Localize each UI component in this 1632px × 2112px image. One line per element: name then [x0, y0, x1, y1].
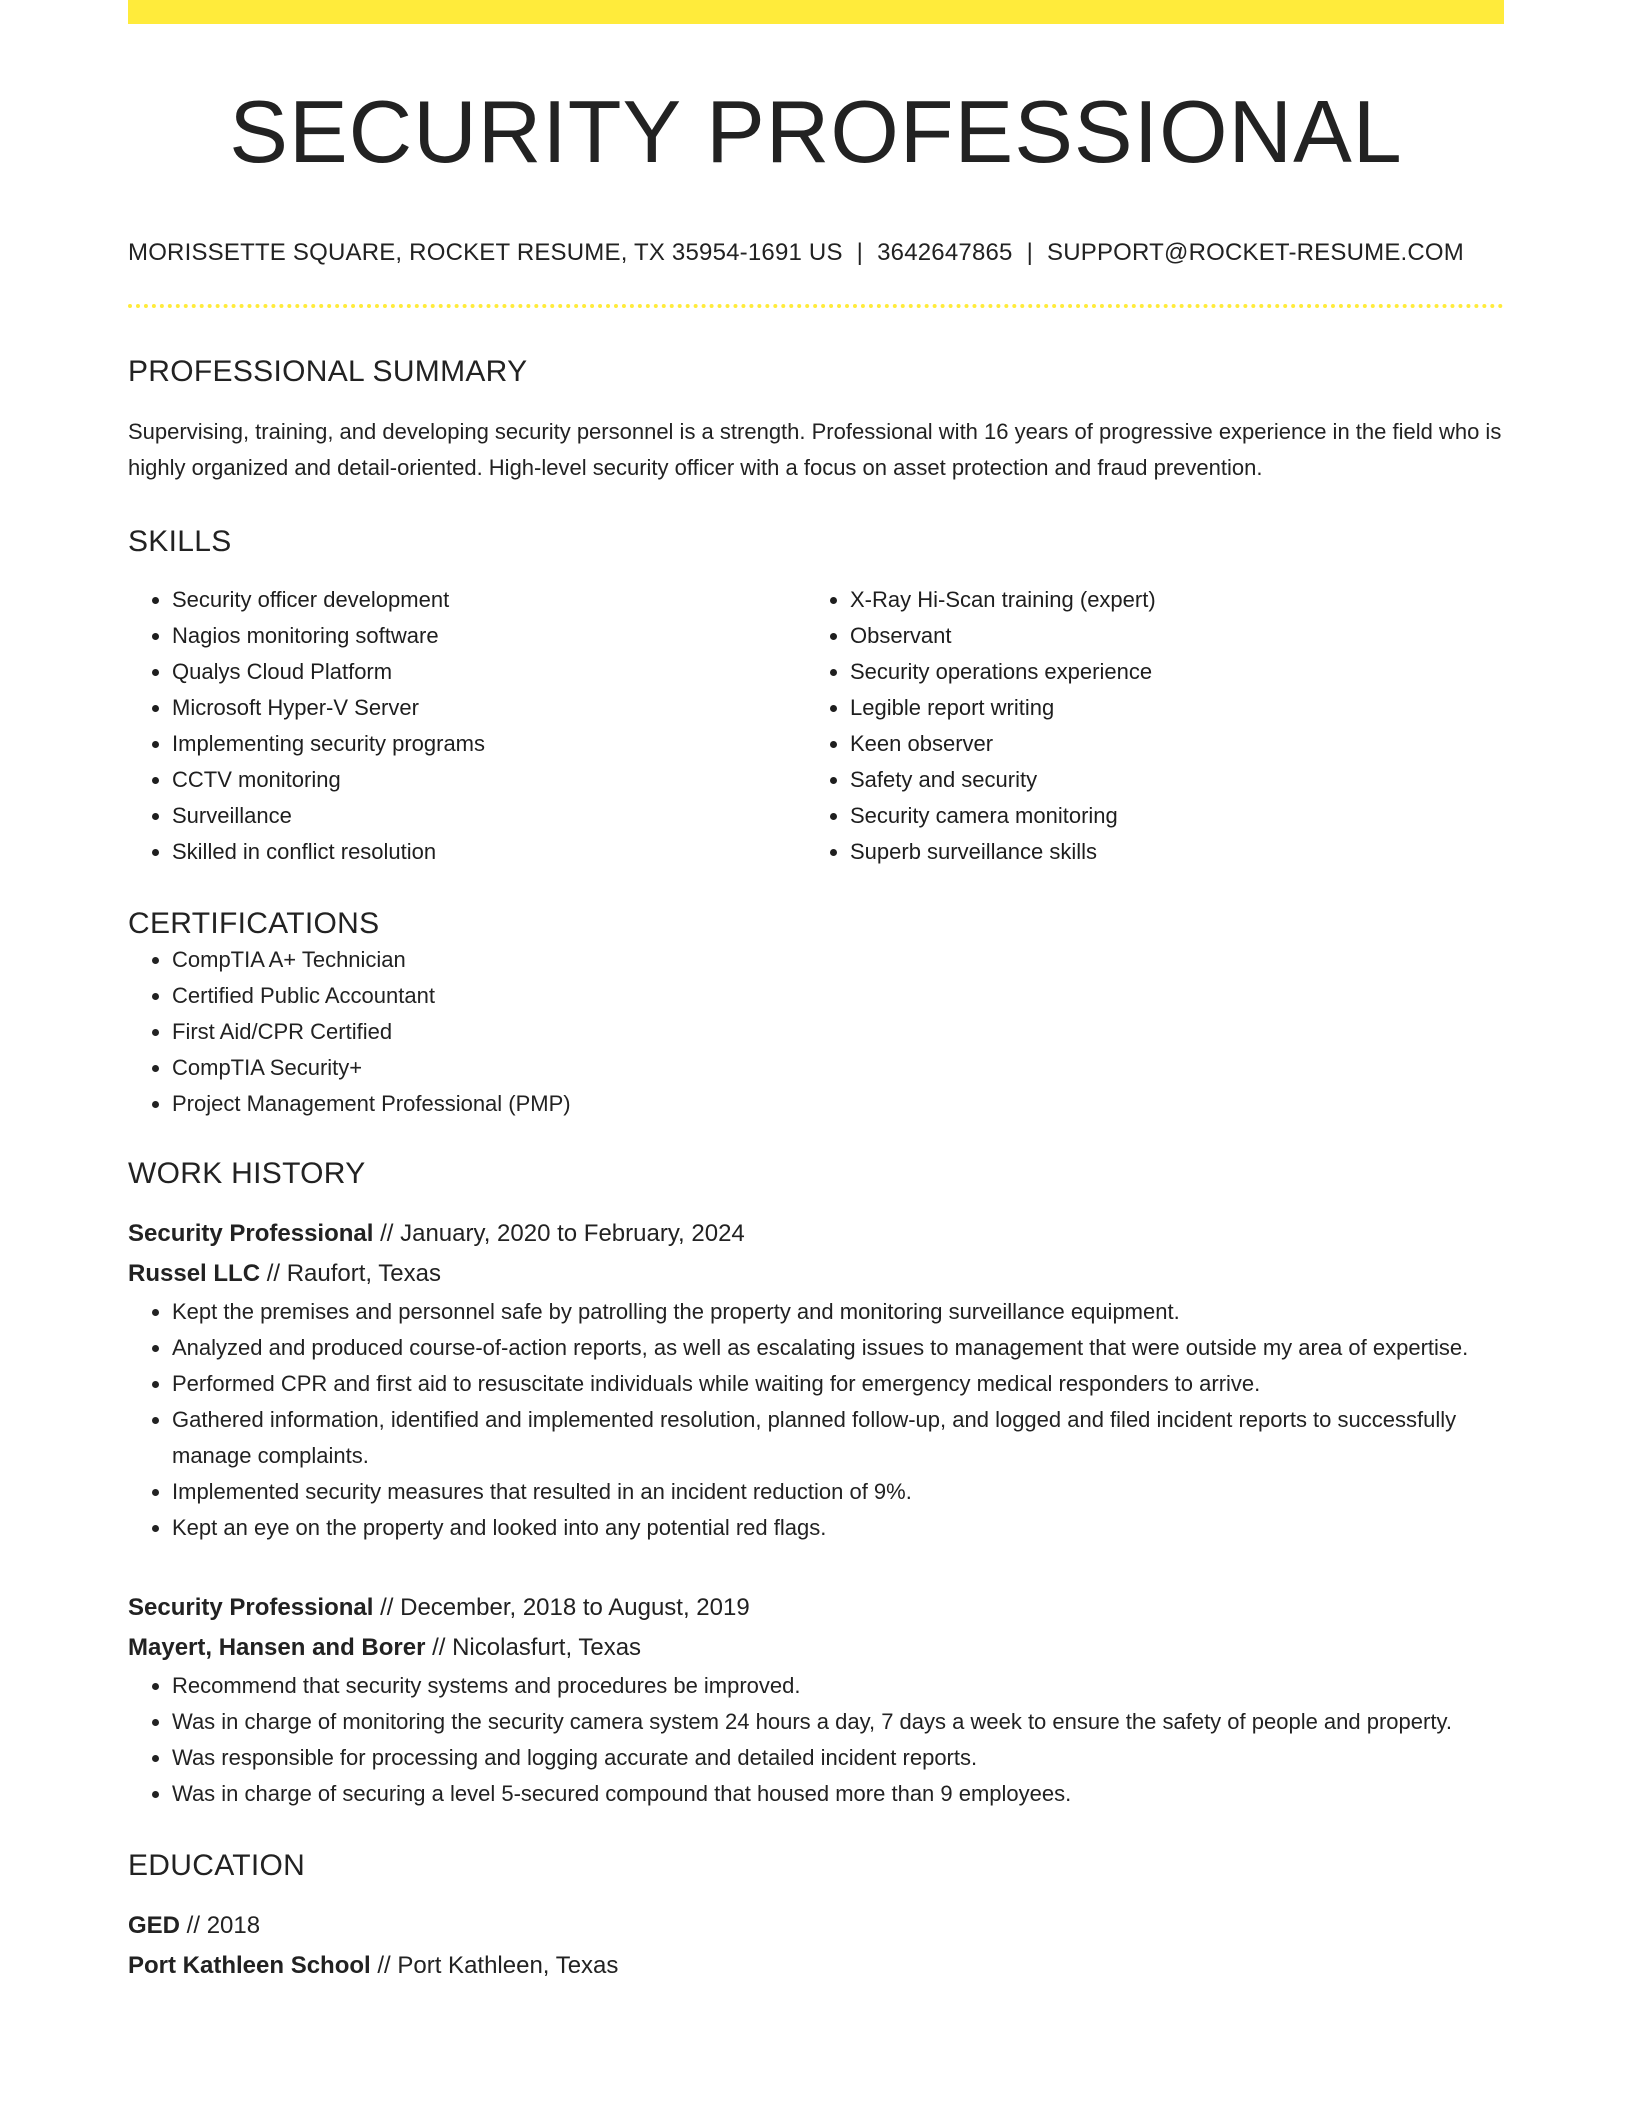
education-degree-line	[128, 1906, 1504, 1946]
skill-item: • Skilled in conflict resolution	[172, 834, 806, 870]
contact-separator: |	[856, 238, 864, 266]
skill-item: • Qualys Cloud Platform	[172, 654, 806, 690]
job-bullet: • Analyzed and produced course-of-action reports, as well as escalating issues to management that were outside my area of expertise.	[172, 1330, 1504, 1366]
skill-item: • Implementing security programs	[172, 726, 806, 762]
job-bullet: • Was in charge of securing a level 5-secured compound that housed more than 9 employees.	[172, 1776, 1504, 1812]
skill-item: • CCTV monitoring	[172, 762, 806, 798]
job-bullet: • Kept the premises and personnel safe by patrolling the property and monitoring surveillance equipment.	[172, 1294, 1504, 1330]
work-history-heading: WORK HISTORY	[128, 1156, 366, 1190]
education-location: // Port Kathleen, Texas	[370, 1951, 619, 1979]
job-dates: // December, 2018 to August, 2019	[373, 1593, 750, 1621]
job-bullet: • Kept an eye on the property and looked into any potential red flags.	[172, 1510, 1504, 1546]
skill-item: • Security camera monitoring	[850, 798, 1484, 834]
contact-line	[128, 239, 1504, 268]
skill-item: • Security officer development	[172, 582, 806, 618]
job-bullet: • Gathered information, identified and implemented resolution, planned follow-up, and logged and filed incident reports to successfully manage complaints.	[172, 1402, 1504, 1474]
education-degree: GED	[128, 1911, 181, 1939]
accent-bar	[128, 0, 1504, 24]
skill-item: • X-Ray Hi-Scan training (expert)	[850, 582, 1484, 618]
phone: 3642647865	[877, 238, 1013, 266]
skill-item: • Keen observer	[850, 726, 1484, 762]
certifications-list	[128, 942, 1504, 1122]
job-location: // Nicolasfurt, Texas	[425, 1633, 642, 1661]
job-role-line	[128, 1588, 1504, 1628]
job-bullets	[128, 1668, 1504, 1812]
summary-text: Supervising, training, and developing security personnel is a strength. Professional with 16 years of progressive experience in the field who is highly organized and detail-oriented. High-level security officer with a focus on asset protection and fraud prevention.	[128, 418, 1502, 480]
job-company: Russel LLC	[128, 1259, 261, 1287]
job-bullet: • Was responsible for processing and logging accurate and detailed incident reports.	[172, 1740, 1504, 1776]
skills-left-column	[128, 582, 806, 870]
job-location: // Raufort, Texas	[260, 1259, 442, 1287]
job-dates: // January, 2020 to February, 2024	[373, 1219, 745, 1247]
job-bullets	[128, 1294, 1504, 1546]
address: MORISSETTE SQUARE, ROCKET RESUME, TX 35954-1691 US	[128, 238, 843, 266]
skill-item: • Legible report writing	[850, 690, 1484, 726]
dotted-divider	[128, 304, 1504, 308]
skill-item: • Superb surveillance skills	[850, 834, 1484, 870]
education-heading: EDUCATION	[128, 1848, 306, 1882]
certification-item: • CompTIA A+ Technician	[172, 942, 1504, 978]
summary-heading: PROFESSIONAL SUMMARY	[128, 354, 528, 388]
job-company: Mayert, Hansen and Borer	[128, 1633, 426, 1661]
education-school: Port Kathleen School	[128, 1951, 371, 1979]
skills-heading: SKILLS	[128, 524, 232, 558]
job-role: Security Professional	[128, 1219, 374, 1247]
job-bullet: • Recommend that security systems and procedures be improved.	[172, 1668, 1504, 1704]
job-bullet: • Performed CPR and first aid to resuscitate individuals while waiting for emergency medical responders to arrive.	[172, 1366, 1504, 1402]
job-company-line	[128, 1628, 1504, 1668]
resume-page	[128, 0, 1504, 1986]
contact-separator: |	[1026, 238, 1034, 266]
job-role: Security Professional	[128, 1593, 374, 1621]
skill-item: • Surveillance	[172, 798, 806, 834]
skills-grid	[128, 582, 1504, 870]
certifications-heading: CERTIFICATIONS	[128, 906, 380, 940]
education-school-line	[128, 1946, 1504, 1986]
job-role-line	[128, 1214, 1504, 1254]
resume-title: SECURITY PROFESSIONAL	[229, 82, 1403, 181]
skills-right-column	[806, 582, 1484, 870]
skill-item: • Security operations experience	[850, 654, 1484, 690]
education-year: // 2018	[180, 1911, 261, 1939]
certification-item: • Certified Public Accountant	[172, 978, 1504, 1014]
job-entry	[128, 1214, 1504, 1546]
certification-item: • CompTIA Security+	[172, 1050, 1504, 1086]
certification-item: • First Aid/CPR Certified	[172, 1014, 1504, 1050]
job-bullet: • Implemented security measures that resulted in an incident reduction of 9%.	[172, 1474, 1504, 1510]
education-entry	[128, 1906, 1504, 1986]
skill-item: • Microsoft Hyper-V Server	[172, 690, 806, 726]
job-bullet: • Was in charge of monitoring the security camera system 24 hours a day, 7 days a week to ensure the safety of people and property.	[172, 1704, 1504, 1740]
skill-item: • Observant	[850, 618, 1484, 654]
certification-item: • Project Management Professional (PMP)	[172, 1086, 1504, 1122]
email-link[interactable]: SUPPORT@ROCKET-RESUME.COM	[1047, 238, 1464, 266]
skill-item: • Safety and security	[850, 762, 1484, 798]
job-entry	[128, 1588, 1504, 1812]
skill-item: • Nagios monitoring software	[172, 618, 806, 654]
job-company-line	[128, 1254, 1504, 1294]
